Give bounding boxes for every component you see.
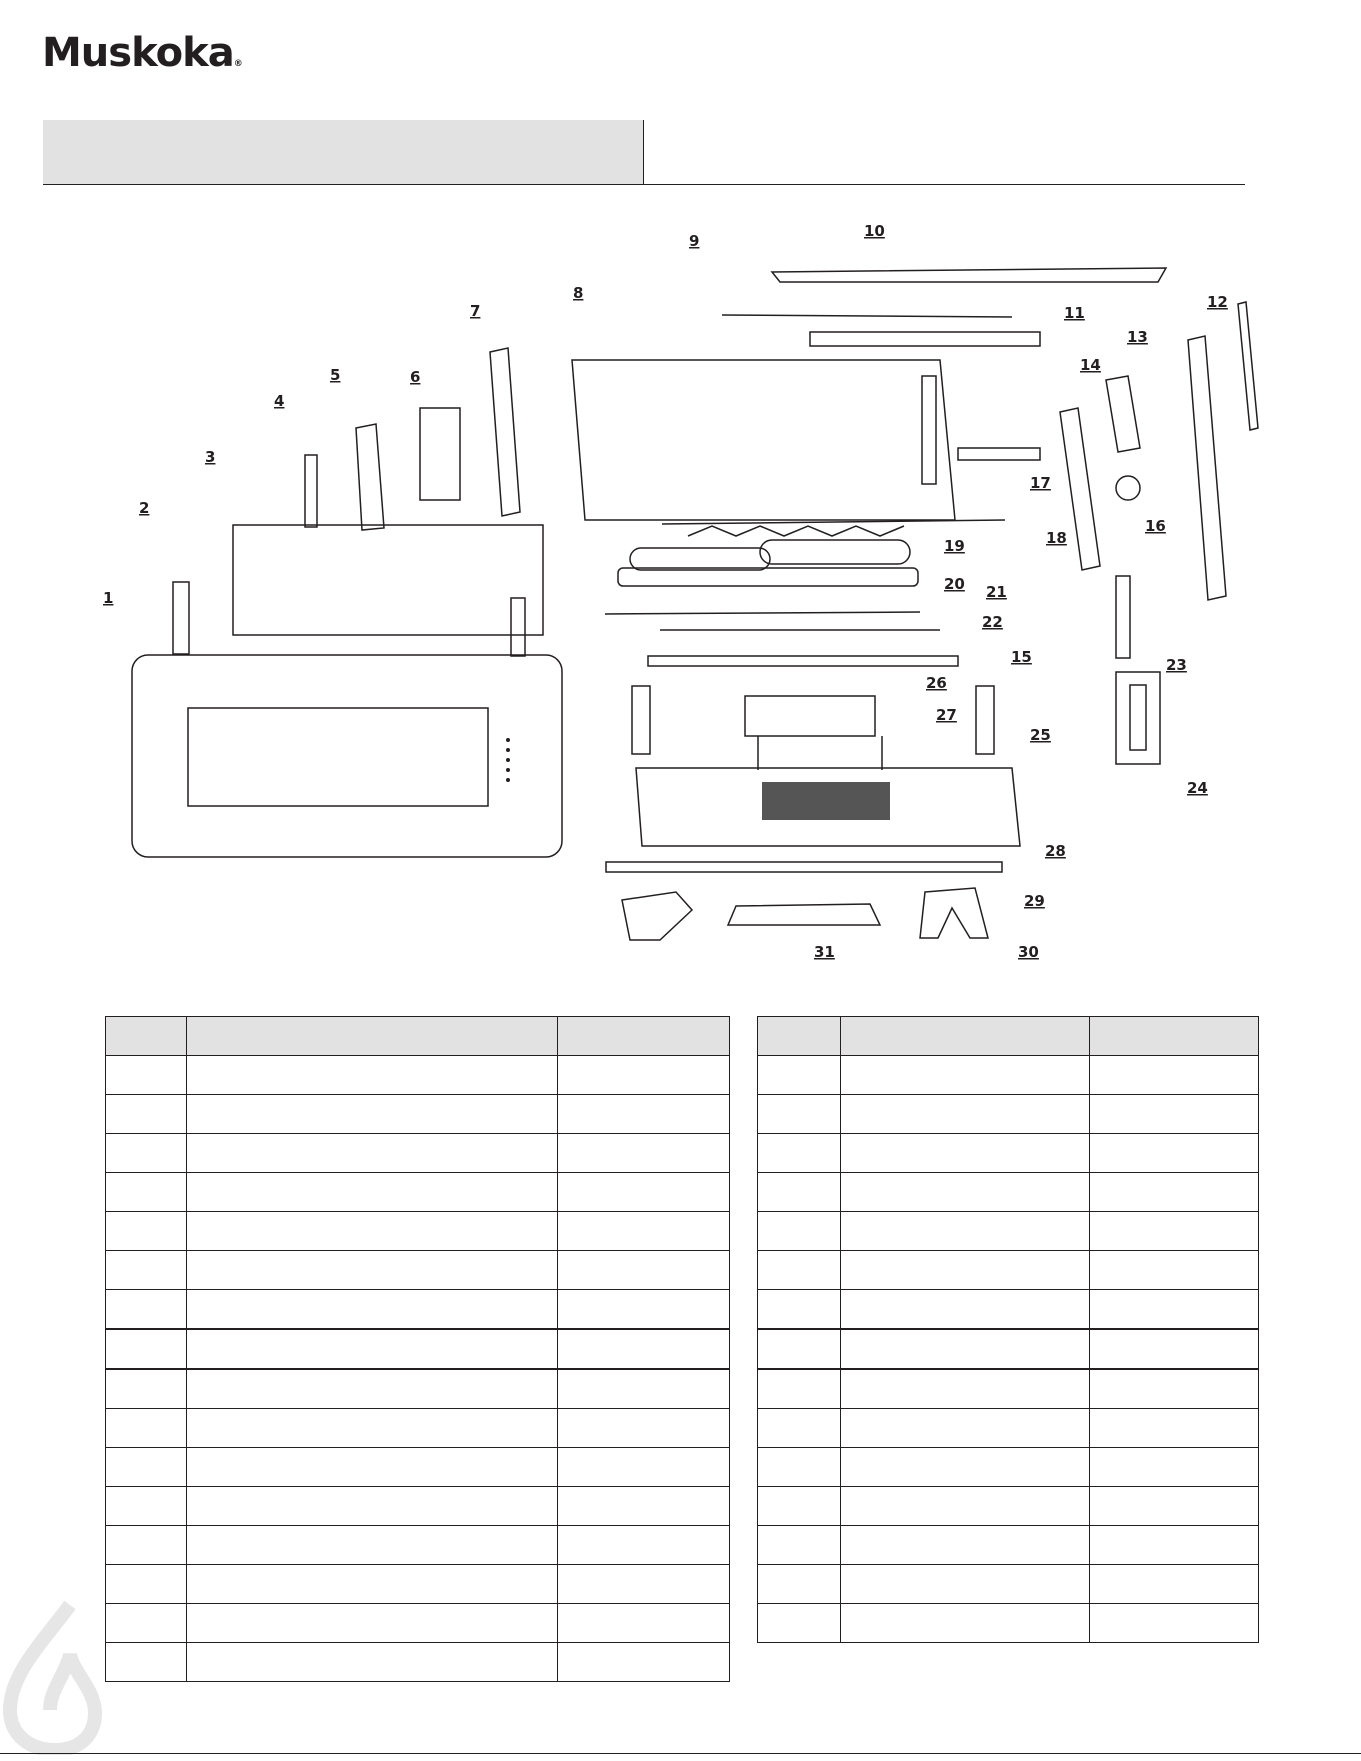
table-row bbox=[758, 1526, 1259, 1565]
table-row bbox=[758, 1212, 1259, 1251]
table-row bbox=[758, 1487, 1259, 1526]
callout-9: 9 bbox=[689, 232, 700, 250]
table-row bbox=[758, 1604, 1259, 1643]
table-row bbox=[106, 1526, 730, 1565]
table-row bbox=[758, 1329, 1259, 1369]
table-row bbox=[106, 1369, 730, 1409]
part-31-tray bbox=[728, 904, 880, 925]
table-row bbox=[106, 1056, 730, 1095]
part-29-base-rail bbox=[606, 862, 1002, 872]
exploded-parts-diagram bbox=[0, 200, 1361, 980]
table-row bbox=[758, 1056, 1259, 1095]
part-26-heater bbox=[745, 696, 875, 736]
part-30-foot bbox=[920, 888, 988, 938]
table-row bbox=[106, 1604, 730, 1643]
part-6-vent bbox=[420, 408, 460, 500]
table-row bbox=[106, 1290, 730, 1330]
title-rule bbox=[43, 184, 1245, 185]
part-8-back-panel bbox=[572, 360, 955, 520]
part-16-motor bbox=[1116, 476, 1140, 500]
parts-table-right bbox=[757, 1016, 1259, 1643]
part-11-bracket bbox=[810, 332, 1040, 346]
table-row bbox=[106, 1643, 730, 1682]
callout-5: 5 bbox=[330, 366, 341, 384]
callout-30: 30 bbox=[1018, 943, 1039, 961]
part-2-bracket bbox=[173, 582, 189, 654]
part-1-front-panel bbox=[132, 655, 562, 857]
table-row bbox=[758, 1173, 1259, 1212]
table-row bbox=[106, 1329, 730, 1369]
callout-28: 28 bbox=[1045, 842, 1066, 860]
part-4-strip bbox=[305, 455, 317, 527]
table-row bbox=[758, 1369, 1259, 1409]
callout-22: 22 bbox=[982, 613, 1003, 631]
table-row bbox=[758, 1134, 1259, 1173]
title-divider bbox=[643, 120, 644, 184]
table-row bbox=[106, 1134, 730, 1173]
callout-17: 17 bbox=[1030, 474, 1051, 492]
footer-rule bbox=[0, 1753, 1361, 1754]
flame-watermark-icon bbox=[0, 1595, 120, 1755]
part-13-board bbox=[1106, 376, 1140, 452]
part-12-side bbox=[1188, 336, 1226, 600]
callout-16: 16 bbox=[1145, 517, 1166, 535]
callout-3: 3 bbox=[205, 448, 216, 466]
part-21-strip bbox=[605, 612, 920, 614]
table-row bbox=[758, 1409, 1259, 1448]
callout-31: 31 bbox=[814, 943, 835, 961]
part-15-rail bbox=[648, 656, 958, 666]
callout-20: 20 bbox=[944, 575, 965, 593]
part-9-rail bbox=[722, 315, 1012, 317]
table-row bbox=[758, 1448, 1259, 1487]
part-3-panel bbox=[233, 525, 543, 635]
callout-24: 24 bbox=[1187, 779, 1208, 797]
table-row bbox=[106, 1251, 730, 1290]
callout-19: 19 bbox=[944, 537, 965, 555]
callout-10: 10 bbox=[864, 222, 885, 240]
part-23-terminal bbox=[1116, 576, 1130, 658]
table-header-row bbox=[758, 1017, 1259, 1056]
table-row bbox=[106, 1095, 730, 1134]
title-band bbox=[43, 120, 643, 184]
callout-6: 6 bbox=[410, 368, 421, 386]
callout-13: 13 bbox=[1127, 328, 1148, 346]
callout-25: 25 bbox=[1030, 726, 1051, 744]
callout-18: 18 bbox=[1046, 529, 1067, 547]
table-row bbox=[106, 1565, 730, 1604]
part-25-bracket bbox=[976, 686, 994, 754]
callout-11: 11 bbox=[1064, 304, 1085, 322]
callout-4: 4 bbox=[274, 392, 285, 410]
part-5-strip bbox=[356, 424, 384, 530]
callout-7: 7 bbox=[470, 302, 481, 320]
table-row bbox=[106, 1448, 730, 1487]
table-row bbox=[758, 1565, 1259, 1604]
callout-1: 1 bbox=[103, 589, 114, 607]
callout-29: 29 bbox=[1024, 892, 1045, 910]
table-header-row bbox=[106, 1017, 730, 1056]
callout-12: 12 bbox=[1207, 293, 1228, 311]
table-row bbox=[106, 1212, 730, 1251]
table-row bbox=[106, 1487, 730, 1526]
callout-2: 2 bbox=[139, 499, 150, 517]
part-19-ember-bed bbox=[688, 526, 904, 536]
callout-8: 8 bbox=[573, 284, 584, 302]
callout-21: 21 bbox=[986, 583, 1007, 601]
table-row bbox=[758, 1251, 1259, 1290]
callout-14: 14 bbox=[1080, 356, 1101, 374]
table-row bbox=[106, 1409, 730, 1448]
callout-26: 26 bbox=[926, 674, 947, 692]
parts-table-left bbox=[105, 1016, 730, 1682]
table-row bbox=[758, 1290, 1259, 1330]
part-17-rail bbox=[958, 448, 1040, 460]
brand-logo: Muskoka® bbox=[42, 30, 242, 76]
callout-15: 15 bbox=[1011, 648, 1032, 666]
table-row bbox=[758, 1095, 1259, 1134]
table-row bbox=[106, 1173, 730, 1212]
callout-27: 27 bbox=[936, 706, 957, 724]
callout-23: 23 bbox=[1166, 656, 1187, 674]
part-7-side bbox=[490, 348, 520, 516]
part-10-top bbox=[772, 268, 1166, 282]
